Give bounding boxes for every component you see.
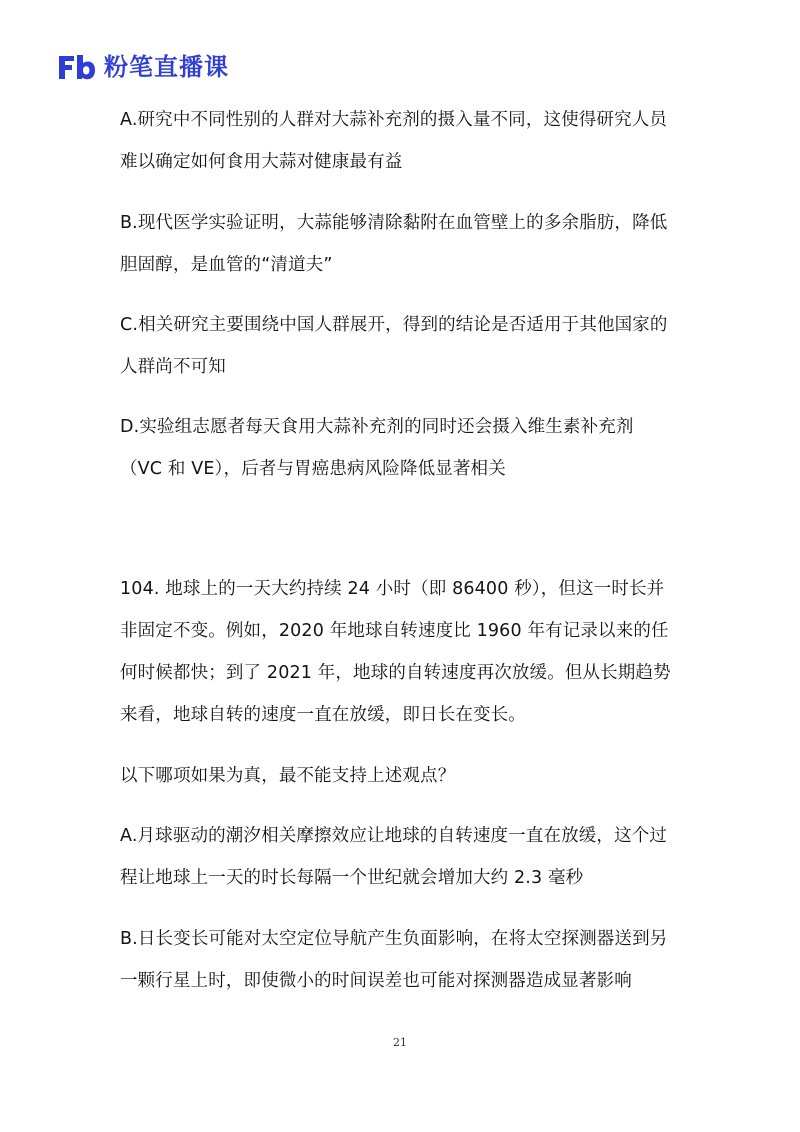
option-d-line-2: （VC 和 VE），后者与胃癌患病风险降低显著相关	[120, 459, 506, 479]
fenbi-logo-icon	[56, 52, 96, 82]
question-104-stem-line-3: 何时候都快；到了 2021 年，地球的自转速度再次放缓。但从长期趋势	[120, 663, 671, 683]
brand-name: 粉笔直播课	[104, 53, 229, 81]
option-b-line-2: 胆固醇，是血管的“清道夫”	[120, 255, 333, 275]
page-header	[56, 50, 229, 84]
q104-option-b-line-1: B.日长变长可能对太空定位导航产生负面影响，在将太空探测器送到另	[120, 929, 668, 949]
q104-option-b-line-2: 一颗行星上时，即使微小的时间误差也可能对探测器造成显著影响	[120, 971, 632, 991]
option-c-line-2: 人群尚不可知	[120, 357, 226, 377]
question-104-stem-line-1: 104. 地球上的一天大约持续 24 小时（即 86400 秒），但这一时长并	[120, 579, 665, 599]
option-a-line-1: A.研究中不同性别的人群对大蒜补充剂的摄入量不同，这使得研究人员	[120, 110, 668, 130]
option-c-line-1: C.相关研究主要围绕中国人群展开，得到的结论是否适用于其他国家的	[120, 315, 668, 335]
q104-option-a-line-2: 程让地球上一天的时长每隔一个世纪就会增加大约 2.3 毫秒	[120, 868, 584, 888]
option-d-line-1: D.实验组志愿者每天食用大蒜补充剂的同时还会摄入维生素补充剂	[120, 417, 634, 437]
question-104-prompt: 以下哪项如果为真，最不能支持上述观点？	[120, 766, 456, 786]
option-a-line-2: 难以确定如何食用大蒜对健康最有益	[120, 152, 403, 172]
page-number: 21	[393, 1036, 407, 1049]
option-b-line-1: B.现代医学实验证明，大蒜能够清除黏附在血管壁上的多余脂肪，降低	[120, 213, 668, 233]
question-104-stem-line-2: 非固定不变。例如，2020 年地球自转速度比 1960 年有记录以来的任	[120, 621, 669, 641]
q104-option-a-line-1: A.月球驱动的潮汐相关摩擦效应让地球的自转速度一直在放缓，这个过	[120, 826, 668, 846]
question-104-stem-line-4: 来看，地球自转的速度一直在放缓，即日长在变长。	[120, 705, 526, 725]
